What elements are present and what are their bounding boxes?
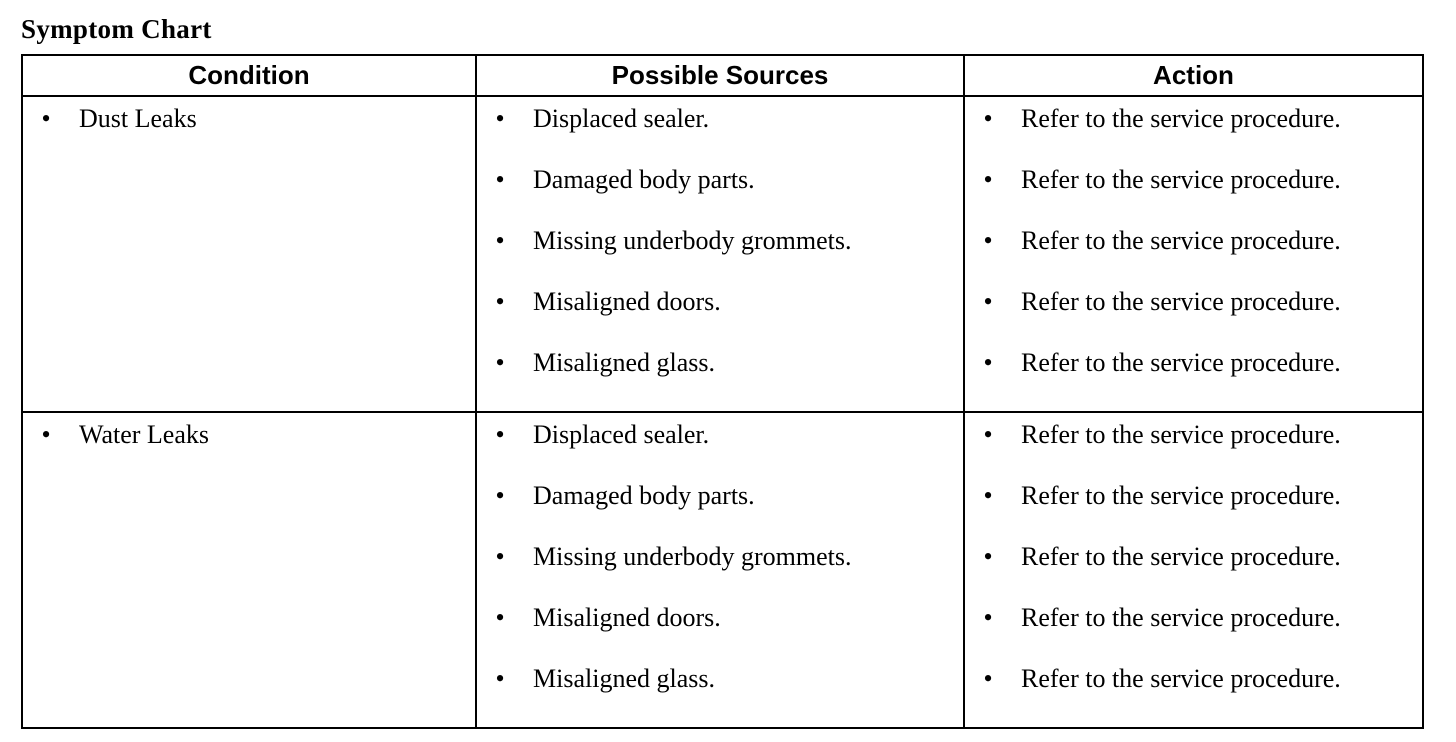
bullet-icon: • [41,420,51,449]
bullet-icon: • [983,287,993,316]
bullet-icon: • [495,664,505,693]
table-header-row [22,55,1423,96]
column-header-condition: Condition [22,55,476,96]
bullet-icon: • [983,420,993,449]
list-item [477,285,963,346]
column-header-possible-sources: Possible Sources [476,55,964,96]
table-row [22,96,1423,412]
list-item [477,102,963,163]
source-text: Misaligned glass. [533,348,715,377]
action-text: Refer to the service procedure. [1021,542,1341,571]
list-item [965,346,1422,407]
action-text: Refer to the service procedure. [1021,481,1341,510]
list-item [965,285,1422,346]
bullet-icon: • [983,603,993,632]
bullet-icon: • [495,287,505,316]
bullet-icon: • [983,664,993,693]
bullet-icon: • [495,542,505,571]
bullet-icon: • [41,104,51,133]
list-item [965,224,1422,285]
condition-text: Dust Leaks [79,104,197,133]
condition-cell [22,412,476,728]
list-item [477,540,963,601]
bullet-icon: • [983,104,993,133]
action-cell [964,412,1423,728]
list-item [965,163,1422,224]
list-item [477,224,963,285]
source-text: Misaligned doors. [533,603,721,632]
list-item [477,662,963,723]
bullet-icon: • [983,348,993,377]
sources-list [477,97,963,407]
list-item [477,479,963,540]
action-text: Refer to the service procedure. [1021,420,1341,449]
action-list [965,97,1422,407]
action-text: Refer to the service procedure. [1021,165,1341,194]
bullet-icon: • [495,481,505,510]
action-list [965,413,1422,723]
condition-cell [22,96,476,412]
symptom-chart-table [21,54,1424,729]
list-item [965,540,1422,601]
page-title: Symptom Chart [21,14,212,44]
list-item [23,102,475,163]
bullet-icon: • [495,226,505,255]
bullet-icon: • [495,603,505,632]
action-text: Refer to the service procedure. [1021,226,1341,255]
source-text: Damaged body parts. [533,481,755,510]
bullet-icon: • [495,348,505,377]
bullet-icon: • [983,542,993,571]
source-text: Misaligned doors. [533,287,721,316]
sources-cell [476,412,964,728]
column-header-action: Action [964,55,1423,96]
bullet-icon: • [495,104,505,133]
list-item [965,418,1422,479]
source-text: Displaced sealer. [533,104,710,133]
source-text: Damaged body parts. [533,165,755,194]
condition-list [23,413,475,479]
list-item [477,163,963,224]
bullet-icon: • [495,165,505,194]
sources-cell [476,96,964,412]
list-item [477,346,963,407]
bullet-icon: • [495,420,505,449]
sources-list [477,413,963,723]
list-item [477,601,963,662]
list-item [23,418,475,479]
source-text: Displaced sealer. [533,420,710,449]
source-text: Misaligned glass. [533,664,715,693]
table-row [22,412,1423,728]
list-item [965,601,1422,662]
list-item [965,102,1422,163]
list-item [965,479,1422,540]
action-text: Refer to the service procedure. [1021,104,1341,133]
action-text: Refer to the service procedure. [1021,603,1341,632]
condition-list [23,97,475,163]
bullet-icon: • [983,165,993,194]
list-item [477,418,963,479]
action-text: Refer to the service procedure. [1021,348,1341,377]
source-text: Missing underbody grommets. [533,542,852,571]
list-item [965,662,1422,723]
action-text: Refer to the service procedure. [1021,664,1341,693]
bullet-icon: • [983,481,993,510]
action-cell [964,96,1423,412]
bullet-icon: • [983,226,993,255]
condition-text: Water Leaks [79,420,209,449]
action-text: Refer to the service procedure. [1021,287,1341,316]
source-text: Missing underbody grommets. [533,226,852,255]
